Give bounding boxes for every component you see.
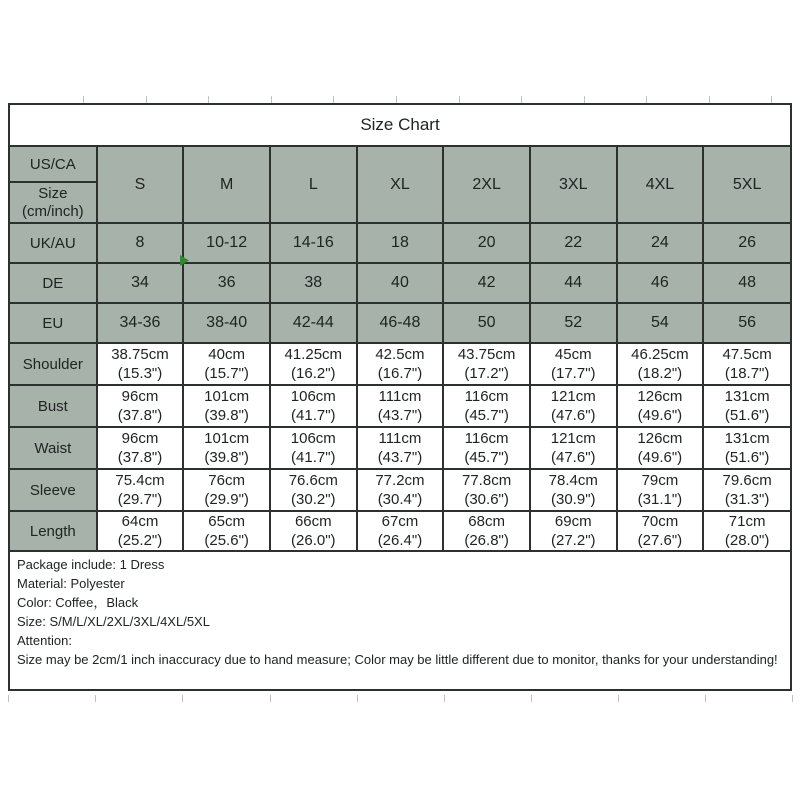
measurement-cm: 79cm	[641, 472, 679, 489]
measurement-inch: (27.6")	[637, 532, 683, 549]
measurement-cell	[183, 385, 270, 427]
measurement-cm: 111cm	[378, 430, 422, 447]
measurement-cm: 38.75cm	[111, 346, 169, 363]
conversion-cell: 42	[443, 263, 530, 303]
measurement-cell	[443, 427, 530, 469]
measurement-cell	[183, 469, 270, 511]
measurement-cell	[270, 343, 357, 385]
size-column-header: 4XL	[617, 147, 704, 223]
measurement-row	[10, 343, 790, 385]
conversion-cell: 38-40	[183, 303, 270, 343]
gridline-tick	[83, 96, 84, 103]
measurement-cm: 75.4cm	[115, 472, 165, 489]
note-line: Size: S/M/L/XL/2XL/3XL/4XL/5XL	[17, 614, 210, 629]
measurement-cell	[97, 427, 184, 469]
measurement-inch: (26.4")	[377, 532, 423, 549]
row-label: EU	[10, 303, 97, 343]
measurement-cell	[703, 511, 790, 550]
measurement-cm: 67cm	[381, 513, 419, 530]
measurement-cell	[183, 511, 270, 550]
conversion-cell: 40	[357, 263, 444, 303]
measurement-cell	[617, 427, 704, 469]
measurement-inch: (45.7")	[464, 407, 509, 424]
measurement-inch: (30.6")	[464, 491, 509, 508]
corner-unit-label	[10, 183, 96, 222]
measurement-cm: 121cm	[550, 388, 596, 405]
measurement-cell	[357, 343, 444, 385]
measurement-row	[10, 427, 790, 469]
measurement-row	[10, 511, 790, 550]
gridline-tick	[771, 96, 772, 103]
conversion-row	[10, 223, 790, 263]
measurement-inch: (31.3")	[724, 491, 770, 508]
measurement-cm: 42.5cm	[375, 346, 425, 363]
measurement-cell	[703, 385, 790, 427]
measurement-cm: 106cm	[290, 388, 336, 405]
measurement-cm: 131cm	[724, 388, 770, 405]
gridline-tick	[709, 96, 710, 103]
measurement-inch: (15.3")	[117, 365, 163, 382]
note-line: Material: Polyester	[17, 576, 125, 591]
conversion-cell: 42-44	[270, 303, 357, 343]
measurement-row	[10, 385, 790, 427]
measurement-inch: (17.7")	[551, 365, 596, 382]
measurement-cell	[97, 343, 184, 385]
row-label: Shoulder	[10, 343, 97, 385]
measurement-inch: (17.2")	[464, 365, 509, 382]
measurement-inch: (30.9")	[551, 491, 596, 508]
measurement-cell	[357, 385, 444, 427]
measurement-row	[10, 469, 790, 511]
conversion-cell: 20	[443, 223, 530, 263]
conversion-cell: 22	[530, 223, 617, 263]
corner-unit-line2: (cm/inch)	[21, 202, 84, 220]
size-column-header: S	[97, 147, 184, 223]
chart-title: Size Chart	[10, 105, 790, 147]
measurement-inch: (25.2")	[117, 532, 163, 549]
measurement-cm: 131cm	[724, 430, 770, 447]
conversion-row	[10, 263, 790, 303]
measurement-inch: (51.6")	[724, 449, 770, 466]
note-line: Package include: 1 Dress	[17, 557, 165, 572]
measurement-inch: (43.7")	[377, 449, 423, 466]
gridline-tick	[444, 695, 445, 702]
measurement-cm: 70cm	[641, 513, 679, 530]
measurement-cell	[443, 511, 530, 550]
row-label: Bust	[10, 385, 97, 427]
measurement-cell	[617, 343, 704, 385]
corner-region-label: US/CA	[10, 147, 96, 183]
conversion-cell: 38	[270, 263, 357, 303]
conversion-cell: 34	[97, 263, 184, 303]
measurement-cm: 79.6cm	[722, 472, 772, 489]
size-column-header: M	[183, 147, 270, 223]
measurement-cm: 111cm	[378, 388, 422, 405]
measurement-cell	[357, 511, 444, 550]
measurement-inch: (16.7")	[377, 365, 423, 382]
gridline-tick	[95, 695, 96, 702]
measurement-cell	[530, 469, 617, 511]
measurement-cell	[270, 511, 357, 550]
measurement-inch: (49.6")	[637, 407, 683, 424]
measurement-cm: 77.2cm	[375, 472, 425, 489]
measurement-cm: 101cm	[204, 388, 250, 405]
measurement-inch: (29.9")	[204, 491, 249, 508]
measurement-cm: 68cm	[468, 513, 505, 530]
measurement-inch: (27.2")	[551, 532, 596, 549]
measurement-inch: (26.8")	[464, 532, 509, 549]
gridline-tick	[357, 695, 358, 702]
gridline-tick	[271, 96, 272, 103]
measurement-cell	[443, 469, 530, 511]
measurement-cm: 46.25cm	[631, 346, 689, 363]
measurement-inch: (18.7")	[724, 365, 770, 382]
measurement-cm: 116cm	[464, 388, 509, 405]
measurement-cell	[703, 343, 790, 385]
measurement-cm: 126cm	[637, 430, 683, 447]
conversion-cell: 34-36	[97, 303, 184, 343]
measurement-cm: 126cm	[637, 388, 683, 405]
measurement-cell	[357, 427, 444, 469]
measurement-cm: 96cm	[121, 430, 159, 447]
measurement-cm: 66cm	[294, 513, 332, 530]
measurement-cm: 101cm	[204, 430, 250, 447]
measurement-inch: (25.6")	[204, 532, 249, 549]
measurement-inch: (30.4")	[377, 491, 423, 508]
measurement-cell	[703, 427, 790, 469]
measurement-inch: (43.7")	[377, 407, 423, 424]
measurement-cell	[270, 385, 357, 427]
conversion-cell: 48	[703, 263, 790, 303]
gridline-tick	[705, 695, 706, 702]
measurement-cell	[270, 469, 357, 511]
conversion-cell: 26	[703, 223, 790, 263]
measurement-inch: (47.6")	[551, 449, 596, 466]
measurement-inch: (18.2")	[637, 365, 683, 382]
measurement-inch: (37.8")	[117, 407, 163, 424]
measurement-inch: (41.7")	[291, 449, 336, 466]
conversion-cell: 14-16	[270, 223, 357, 263]
conversion-cell: 8	[97, 223, 184, 263]
size-column-header: 2XL	[443, 147, 530, 223]
gridline-tick	[646, 96, 647, 103]
conversion-cell: 44	[530, 263, 617, 303]
measurement-cm: 69cm	[554, 513, 592, 530]
measurement-inch: (51.6")	[724, 407, 770, 424]
conversion-cell: 24	[617, 223, 704, 263]
corner-header-cell	[10, 147, 97, 223]
measurement-cm: 78.4cm	[548, 472, 598, 489]
measurement-cm: 41.25cm	[284, 346, 343, 363]
measurement-cell	[530, 385, 617, 427]
size-column-header: 3XL	[530, 147, 617, 223]
measurement-inch: (39.8")	[204, 449, 249, 466]
gridline-tick	[8, 695, 9, 702]
measurement-inch: (41.7")	[291, 407, 336, 424]
header-row	[10, 147, 790, 223]
measurement-inch: (47.6")	[551, 407, 596, 424]
gridline-tick	[792, 695, 793, 702]
measurement-inch: (28.0")	[724, 532, 770, 549]
size-table-body	[10, 147, 790, 550]
corner-unit-line1: Size	[38, 184, 68, 202]
measurement-cell	[97, 385, 184, 427]
gridline-tick	[618, 695, 619, 702]
measurement-cm: 76.6cm	[288, 472, 338, 489]
gridline-tick	[459, 96, 460, 103]
row-label: Length	[10, 511, 97, 550]
measurement-cm: 77.8cm	[462, 472, 512, 489]
measurement-inch: (29.7")	[117, 491, 163, 508]
conversion-cell: 50	[443, 303, 530, 343]
measurement-cell	[443, 385, 530, 427]
conversion-cell: 36	[183, 263, 270, 303]
measurement-cm: 45cm	[554, 346, 592, 363]
measurement-cell	[530, 343, 617, 385]
gridline-tick	[584, 96, 585, 103]
measurement-cm: 40cm	[208, 346, 245, 363]
measurement-inch: (31.1")	[637, 491, 683, 508]
measurement-cm: 65cm	[208, 513, 245, 530]
measurement-cm: 71cm	[728, 513, 766, 530]
measurement-cell	[97, 511, 184, 550]
measurement-cm: 121cm	[550, 430, 596, 447]
conversion-cell: 18	[357, 223, 444, 263]
gridline-tick	[182, 695, 183, 702]
gridline-tick	[521, 96, 522, 103]
measurement-inch: (39.8")	[204, 407, 249, 424]
measurement-cell	[443, 343, 530, 385]
measurement-cell	[530, 511, 617, 550]
measurement-cm: 43.75cm	[457, 346, 516, 363]
measurement-cell	[617, 511, 704, 550]
conversion-row	[10, 303, 790, 343]
measurement-cm: 96cm	[121, 388, 159, 405]
note-line: Color: Coffee，Black	[17, 595, 139, 610]
measurement-inch: (37.8")	[117, 449, 163, 466]
measurement-inch: (30.2")	[291, 491, 336, 508]
size-chart-panel	[8, 103, 792, 691]
conversion-cell: 54	[617, 303, 704, 343]
measurement-inch: (49.6")	[637, 449, 683, 466]
measurement-cell	[97, 469, 184, 511]
gridline-tick	[208, 96, 209, 103]
row-label: UK/AU	[10, 223, 97, 263]
measurement-cm: 116cm	[464, 430, 509, 447]
measurement-inch: (15.7")	[204, 365, 249, 382]
measurement-cm: 106cm	[290, 430, 336, 447]
measurement-inch: (45.7")	[464, 449, 509, 466]
gridline-tick	[531, 695, 532, 702]
row-label: Waist	[10, 427, 97, 469]
conversion-cell: 56	[703, 303, 790, 343]
measurement-cell	[617, 385, 704, 427]
measurement-cm: 47.5cm	[722, 346, 772, 363]
size-table	[10, 147, 790, 550]
measurement-cell	[703, 469, 790, 511]
gridline-tick	[396, 96, 397, 103]
measurement-inch: (26.0")	[291, 532, 336, 549]
gridline-tick	[146, 96, 147, 103]
measurement-cell	[183, 343, 270, 385]
note-line: Size may be 2cm/1 inch inaccuracy due to hand measure; Color may be little different due to monitor, thanks for your understanding!	[17, 652, 778, 667]
conversion-cell: 10-12	[183, 223, 270, 263]
measurement-cm: 76cm	[208, 472, 245, 489]
note-line: Attention:	[17, 633, 72, 648]
row-label: DE	[10, 263, 97, 303]
measurement-cell	[530, 427, 617, 469]
notes-block	[10, 550, 790, 689]
conversion-cell: 52	[530, 303, 617, 343]
conversion-cell: 46	[617, 263, 704, 303]
measurement-cm: 64cm	[121, 513, 159, 530]
size-column-header: XL	[357, 147, 444, 223]
measurement-cell	[357, 469, 444, 511]
measurement-inch: (16.2")	[291, 365, 336, 382]
gridline-tick	[270, 695, 271, 702]
gridline-tick	[333, 96, 334, 103]
row-label: Sleeve	[10, 469, 97, 511]
measurement-cell	[617, 469, 704, 511]
measurement-cell	[183, 427, 270, 469]
conversion-cell: 46-48	[357, 303, 444, 343]
size-column-header: 5XL	[703, 147, 790, 223]
measurement-cell	[270, 427, 357, 469]
size-column-header: L	[270, 147, 357, 223]
